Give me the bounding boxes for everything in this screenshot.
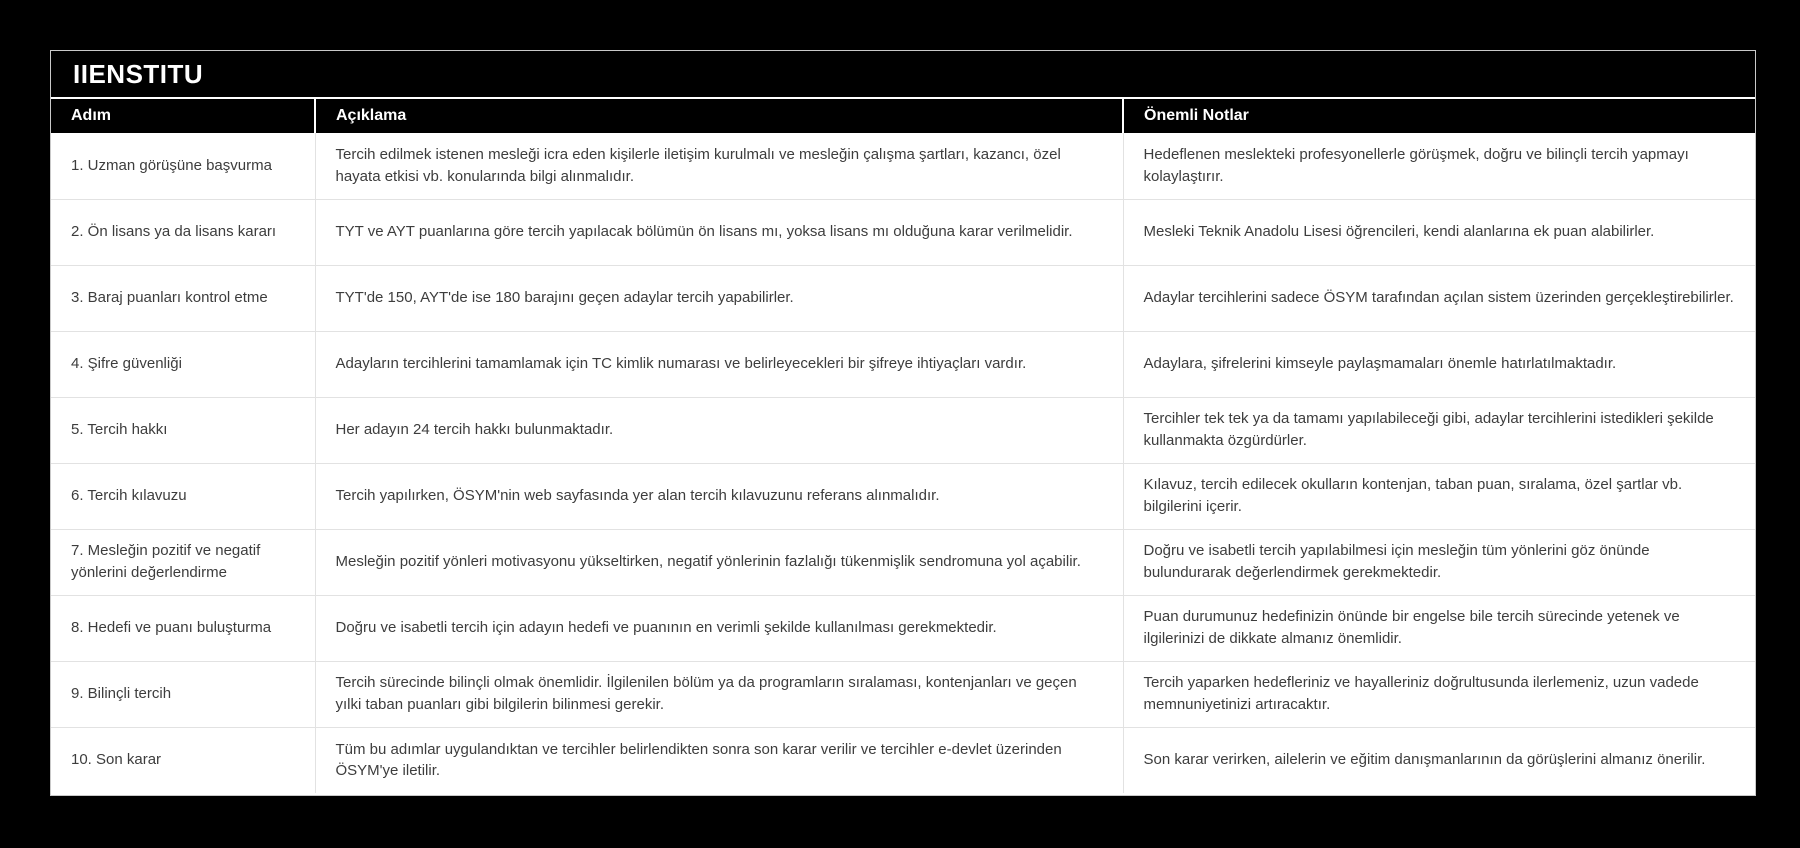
- table-body: [51, 133, 1755, 793]
- table-row: [51, 133, 1755, 199]
- table-row: [51, 727, 1755, 793]
- cell-notes: Adaylar tercihlerini sadece ÖSYM tarafından açılan sistem üzerinden gerçekleştirebilirler.: [1123, 265, 1755, 331]
- cell-description: TYT'de 150, AYT'de ise 180 barajını geçen adaylar tercih yapabilirler.: [315, 265, 1123, 331]
- cell-description: TYT ve AYT puanlarına göre tercih yapılacak bölümün ön lisans mı, yoksa lisans mı olduğuna karar verilmelidir.: [315, 199, 1123, 265]
- cell-description: Adayların tercihlerini tamamlamak için TC kimlik numarası ve belirleyecekleri bir şifreye ihtiyaçları vardır.: [315, 331, 1123, 397]
- cell-notes: Kılavuz, tercih edilecek okulların kontenjan, taban puan, sıralama, özel şartlar vb. bilgilerini içerir.: [1123, 463, 1755, 529]
- cell-notes: Tercih yaparken hedefleriniz ve hayalleriniz doğrultusunda ilerlemeniz, uzun vadede memnuniyetinizi artıracaktır.: [1123, 661, 1755, 727]
- cell-description: Tercih yapılırken, ÖSYM'nin web sayfasında yer alan tercih kılavuzunu referans alınmalıdır.: [315, 463, 1123, 529]
- cell-description: Tercih edilmek istenen mesleği icra eden kişilerle iletişim kurulmalı ve mesleğin çalışma şartları, kazancı, özel hayata etkisi vb. konularında bilgi alınmalıdır.: [315, 133, 1123, 199]
- cell-description: Mesleğin pozitif yönleri motivasyonu yükseltirken, negatif yönlerinin fazlalığı tükenmişlik sendromuna yol açabilir.: [315, 529, 1123, 595]
- cell-step: 7. Mesleğin pozitif ve negatif yönlerini değerlendirme: [51, 529, 315, 595]
- cell-notes: Tercihler tek tek ya da tamamı yapılabileceği gibi, adaylar tercihlerini istedikleri şekilde kullanmakta özgürdürler.: [1123, 397, 1755, 463]
- column-header-step: Adım: [51, 99, 315, 133]
- cell-description: Her adayın 24 tercih hakkı bulunmaktadır.: [315, 397, 1123, 463]
- cell-notes: Doğru ve isabetli tercih yapılabilmesi için mesleğin tüm yönlerini göz önünde bulundurarak değerlendirmek gerekmektedir.: [1123, 529, 1755, 595]
- column-header-notes: Önemli Notlar: [1123, 99, 1755, 133]
- steps-table: [51, 99, 1755, 793]
- cell-step: 5. Tercih hakkı: [51, 397, 315, 463]
- cell-step: 1. Uzman görüşüne başvurma: [71, 156, 272, 174]
- steps-panel: [50, 50, 1756, 796]
- cell-notes: Son karar verirken, ailelerin ve eğitim danışmanlarının da görüşlerini almanız önerilir.: [1123, 727, 1755, 793]
- table-row: [51, 529, 1755, 595]
- cell-step: 10. Son karar: [51, 727, 315, 793]
- table-row: [51, 397, 1755, 463]
- cell-step: 4. Şifre güvenliği: [51, 331, 315, 397]
- cell-step: 2. Ön lisans ya da lisans kararı: [51, 199, 315, 265]
- cell-description: Doğru ve isabetli tercih için adayın hedefi ve puanının en verimli şekilde kullanılması gerekmektedir.: [315, 595, 1123, 661]
- table-row: [51, 661, 1755, 727]
- panel-title-bar: [51, 51, 1755, 97]
- cell-step: 6. Tercih kılavuzu: [51, 463, 315, 529]
- page-title: IIENSTITU: [73, 58, 204, 89]
- table-row: [51, 595, 1755, 661]
- table-row: [51, 463, 1755, 529]
- cell-description: Tercih sürecinde bilinçli olmak önemlidir. İlgilenilen bölüm ya da programların sıralaması, kontenjanları ve geçen yılki taban puanları gibi bilgilerin bilinmesi gerekir.: [315, 661, 1123, 727]
- cell-notes: Adaylara, şifrelerini kimseyle paylaşmamaları önemle hatırlatılmaktadır.: [1123, 331, 1755, 397]
- table-row: [51, 265, 1755, 331]
- table-header: [51, 99, 1755, 133]
- cell-notes: Mesleki Teknik Anadolu Lisesi öğrencileri, kendi alanlarına ek puan alabilirler.: [1123, 199, 1755, 265]
- cell-notes: Puan durumunuz hedefinizin önünde bir engelse bile tercih sürecinde yetenek ve ilgilerinizi de dikkate almanız önemlidir.: [1123, 595, 1755, 661]
- cell-step: 8. Hedefi ve puanı buluşturma: [51, 595, 315, 661]
- table-row: [51, 331, 1755, 397]
- cell-notes: Hedeflenen meslekteki profesyonellerle görüşmek, doğru ve bilinçli tercih yapmayı kolaylaştırır.: [1123, 133, 1755, 199]
- table-row: [51, 199, 1755, 265]
- cell-step: 9. Bilinçli tercih: [51, 661, 315, 727]
- column-header-description: Açıklama: [315, 99, 1123, 133]
- cell-step: 3. Baraj puanları kontrol etme: [51, 265, 315, 331]
- cell-description: Tüm bu adımlar uygulandıktan ve tercihler belirlendikten sonra son karar verilir ve tercihler e-devlet üzerinden ÖSYM'ye iletilir.: [315, 727, 1123, 793]
- table-header-row: [51, 99, 1755, 133]
